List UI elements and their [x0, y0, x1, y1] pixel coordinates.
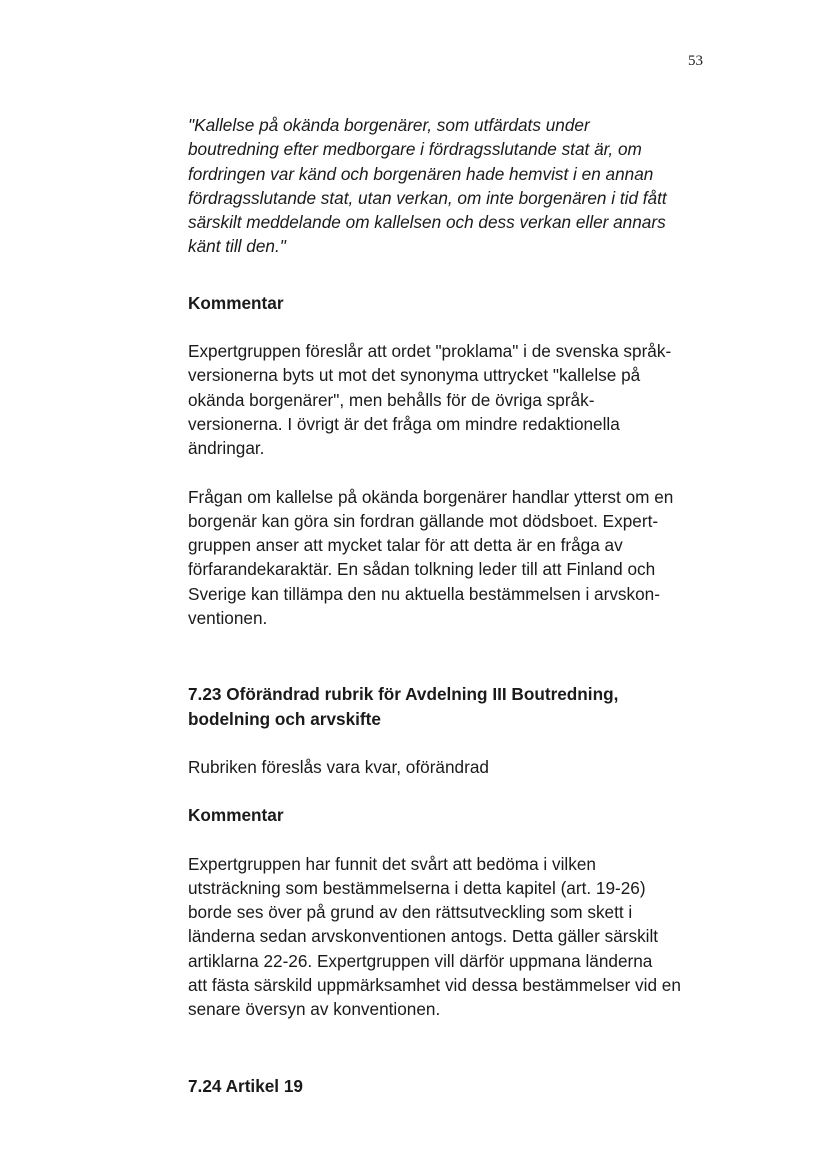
quote-line: fördragsslutande stat, utan verkan, om inte borgenären i tid fått [188, 187, 667, 208]
text-line: länderna sedan arvskonventionen antogs. Detta gäller särskilt [188, 926, 659, 947]
text-line: att fästa särskild uppmärksamhet vid dessa bestämmelser vid en [188, 975, 681, 996]
text-line: borgenär kan göra sin fordran gällande mot dödsboet. Expert- [188, 510, 659, 531]
text-line: senare översyn av konventionen. [188, 999, 441, 1020]
document-body [188, 113, 708, 1098]
section-heading-7-24: 7.24 Artikel 19 [188, 1075, 303, 1096]
text-line: utsträckning som bestämmelserna i detta kapitel (art. 19-26) [188, 877, 646, 898]
text-line: okända borgenärer", men behålls för de övriga språk- [188, 389, 595, 410]
quote-line: fordringen var känd och borgenären hade hemvist i en annan [188, 163, 654, 184]
text-line: Expertgruppen har funnit det svårt att bedöma i vilken [188, 853, 596, 874]
quote-line: särskilt meddelande om kallelsen och dess verkan eller annars [188, 212, 666, 233]
page-number: 53 [688, 53, 703, 69]
text-line: gruppen anser att mycket talar för att detta är en fråga av [188, 535, 623, 556]
text-line: Expertgruppen föreslår att ordet "proklama" i de svenska språk- [188, 341, 672, 362]
text-line: artiklarna 22-26. Expertgruppen vill därför uppmana länderna [188, 950, 653, 971]
text-line: ventionen. [188, 608, 268, 629]
kommentar-paragraph [188, 852, 708, 1022]
text-line: förfarandekaraktär. En sådan tolkning leder till att Finland och [188, 559, 656, 580]
text-line: versionerna byts ut mot det synonyma uttrycket "kallelse på [188, 365, 641, 386]
kommentar-paragraph [188, 339, 708, 460]
heading-line: 7.23 Oförändrad rubrik för Avdelning III Boutredning, [188, 684, 619, 705]
quote-line: boutredning efter medborgare i fördragsslutande stat är, om [188, 139, 642, 160]
kommentar-paragraph [188, 485, 708, 631]
section-text: Rubriken föreslås vara kvar, oförändrad [188, 756, 489, 777]
text-line: versionerna. I övrigt är det fråga om mindre redaktionella [188, 413, 620, 434]
text-line: borde ses över på grund av den rättsutveckling som skett i [188, 902, 633, 923]
heading-line: bodelning och arvskifte [188, 708, 381, 729]
text-line: Sverige kan tillämpa den nu aktuella bestämmelsen i arvskon- [188, 583, 660, 604]
text-line: ändringar. [188, 438, 265, 459]
kommentar-heading: Kommentar [188, 292, 284, 313]
quote-line: "Kallelse på okända borgenärer, som utfärdats under [188, 115, 590, 135]
section-heading-7-23 [188, 682, 708, 731]
quoted-provision [188, 113, 708, 259]
text-line: Frågan om kallelse på okända borgenärer handlar ytterst om en [188, 486, 674, 507]
kommentar-heading: Kommentar [188, 805, 284, 826]
quote-line: känt till den." [188, 236, 286, 257]
